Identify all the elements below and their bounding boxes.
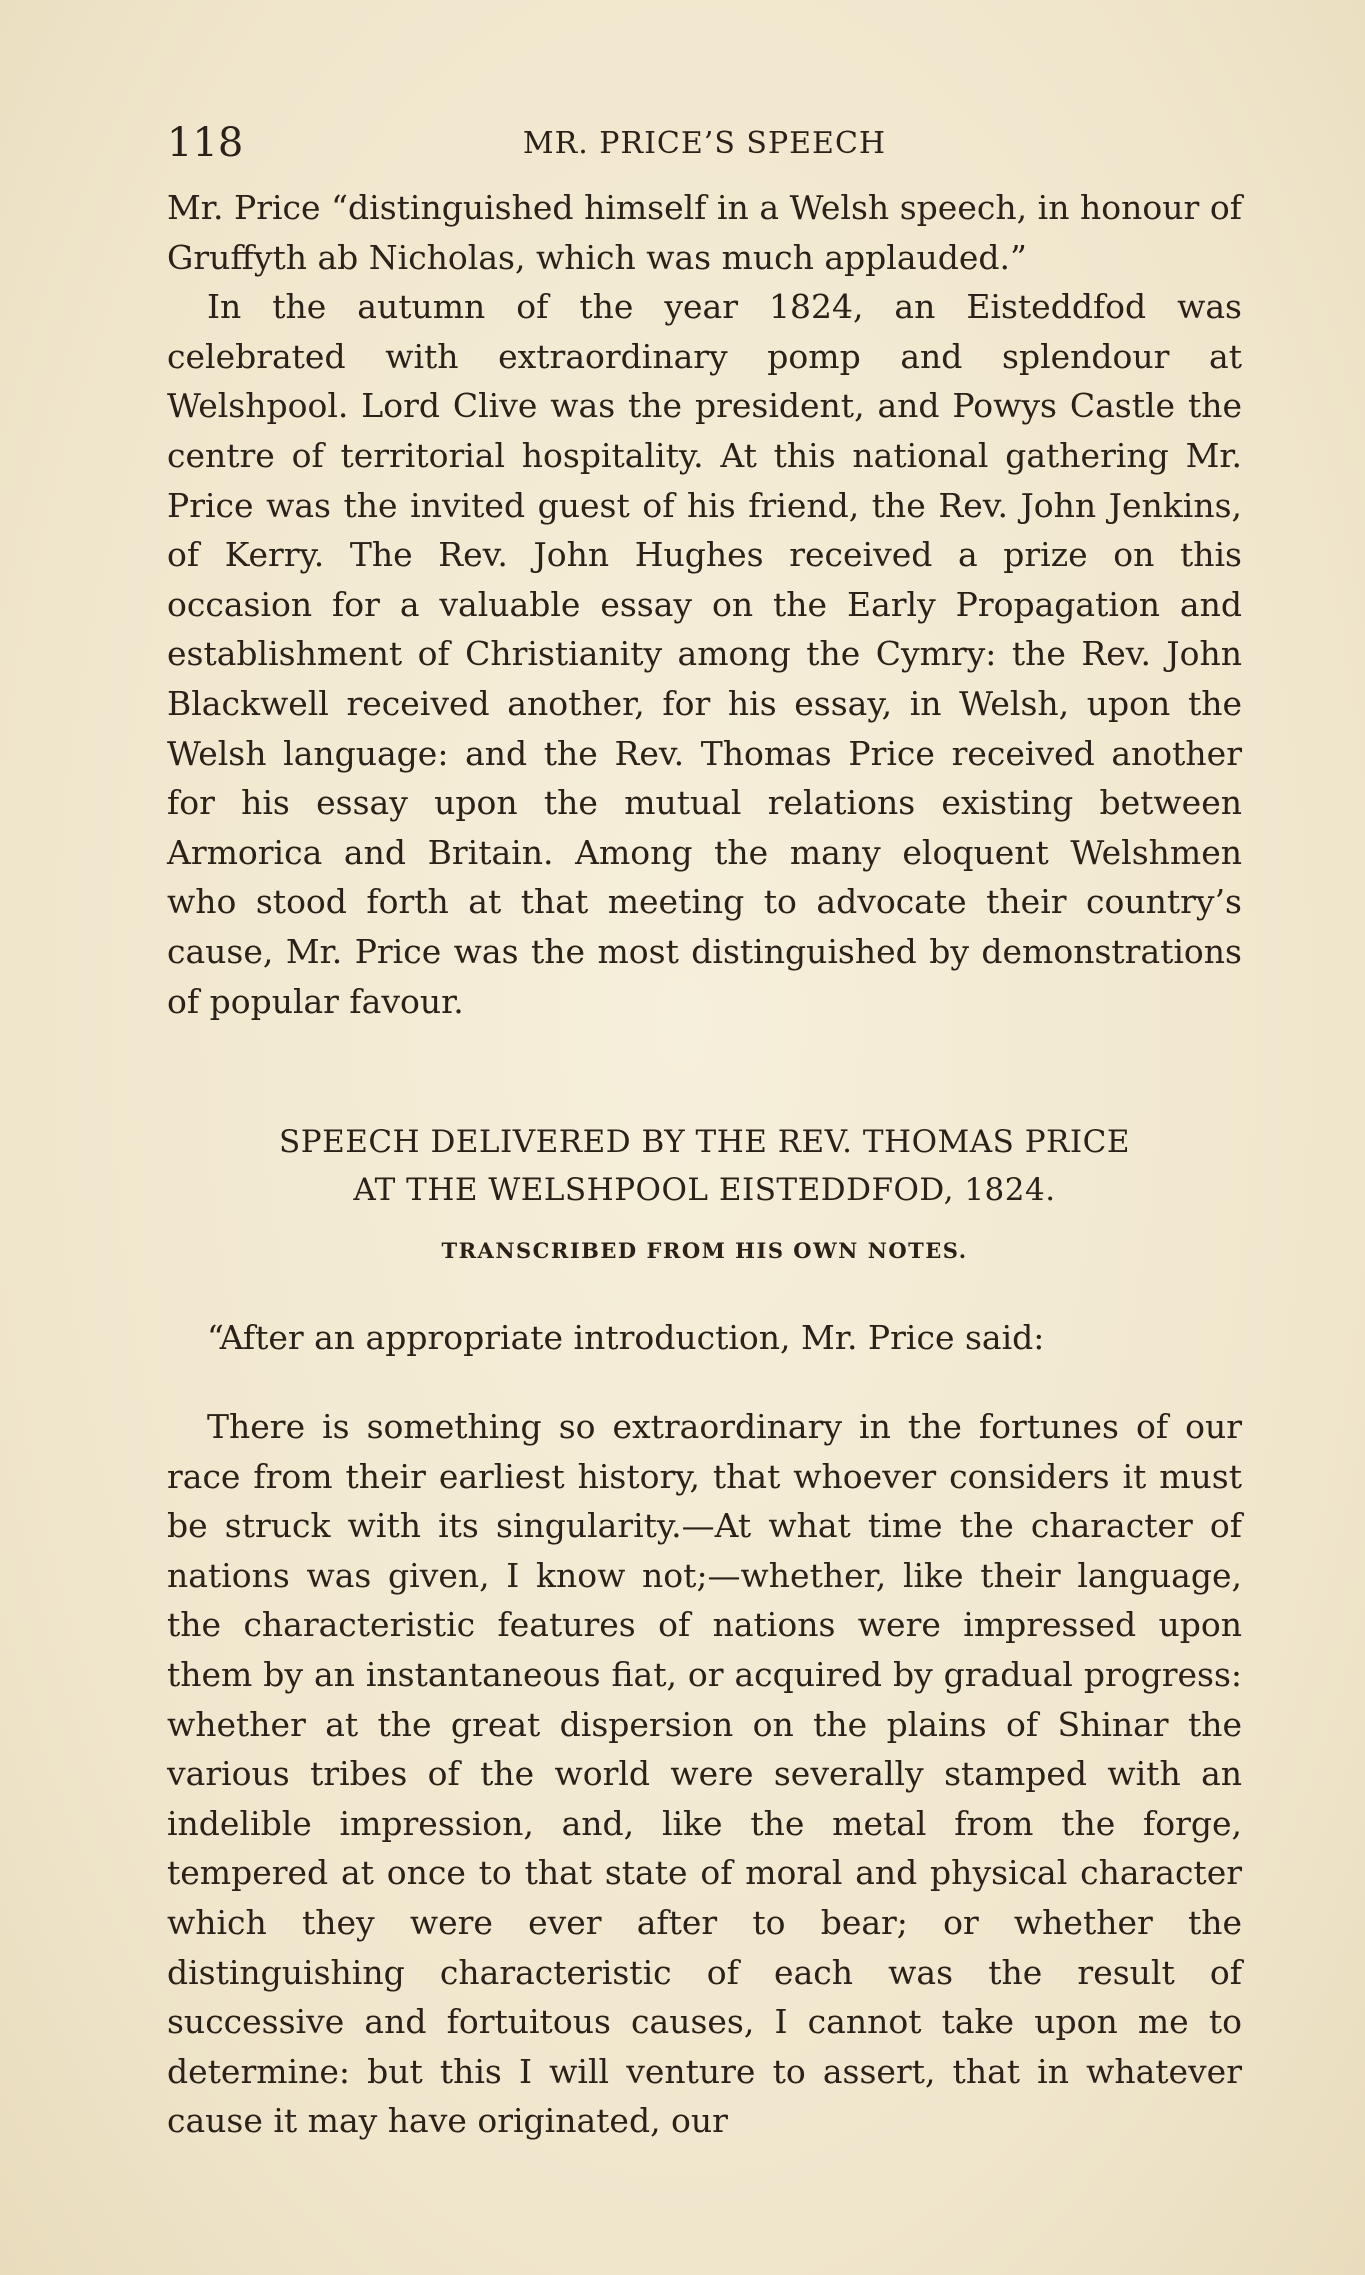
speech-text — [167, 1402, 1242, 2146]
speech-subheading: TRANSCRIBED FROM HIS OWN NOTES. — [441, 1238, 968, 1263]
narrative-text — [167, 183, 1242, 1026]
paragraph-continued: Mr. Price “distinguished himself in a Welsh speech, in honour of Gruffyth ab Nicholas, which was much applauded.” — [167, 188, 1242, 277]
speech-heading — [167, 1118, 1242, 1214]
speech-intro: “After an appropriate introduction, Mr. Price said: — [207, 1318, 1045, 1357]
page-number: 118 — [167, 120, 244, 166]
speech-intro-block — [167, 1313, 1242, 1363]
page-header — [167, 118, 1242, 168]
running-head: MR. PRICE’S SPEECH — [522, 126, 887, 161]
speech-heading-line-1: SPEECH DELIVERED BY THE REV. THOMAS PRICE — [278, 1124, 1130, 1160]
paragraph-eisteddfod: In the autumn of the year 1824, an Eisteddfod was celebrated with extraordinary pomp and splendour at Welshpool. Lord Clive was the president, and Powys Castle the centre of territorial hospitality. At this national gathering Mr. Price was the invited guest of his friend, the Rev. John Jenkins, of Kerry. The Rev. John Hughes received a prize on this occasion for a valuable essay on the Early Propagation and establishment of Christianity among the Cymry: the Rev. John Blackwell received another, for his essay, in Welsh, upon the Welsh language: and the Rev. Thomas Price received another for his essay upon the mutual relations existing between Armorica and Britain. Among the many eloquent Welshmen who stood forth at that meeting to advocate their country’s cause, Mr. Price was the most distinguished by demonstrations of popular favour. — [167, 287, 1242, 1021]
speech-heading-line-2: AT THE WELSHPOOL EISTEDDFOD, 1824. — [353, 1172, 1056, 1208]
speech-paragraph-1: There is something so extraordinary in the fortunes of our race from their earliest history, that whoever considers it must be struck with its singularity.—At what time the character of nations was given, I know not;—whether, like their language, the characteristic features of nations were impressed upon them by an instantaneous fiat, or acquired by gradual progress: whether at the great dispersion on the plains of Shinar the various tribes of the world were severally stamped with an indelible impression, and, like the metal from the forge, tempered at once to that state of moral and physical character which they were ever after to bear; or whether the distinguishing characteristic of each was the result of successive and fortuitous causes, I cannot take upon me to determine: but this I will venture to assert, that in whatever cause it may have originated, our — [167, 1407, 1242, 2141]
